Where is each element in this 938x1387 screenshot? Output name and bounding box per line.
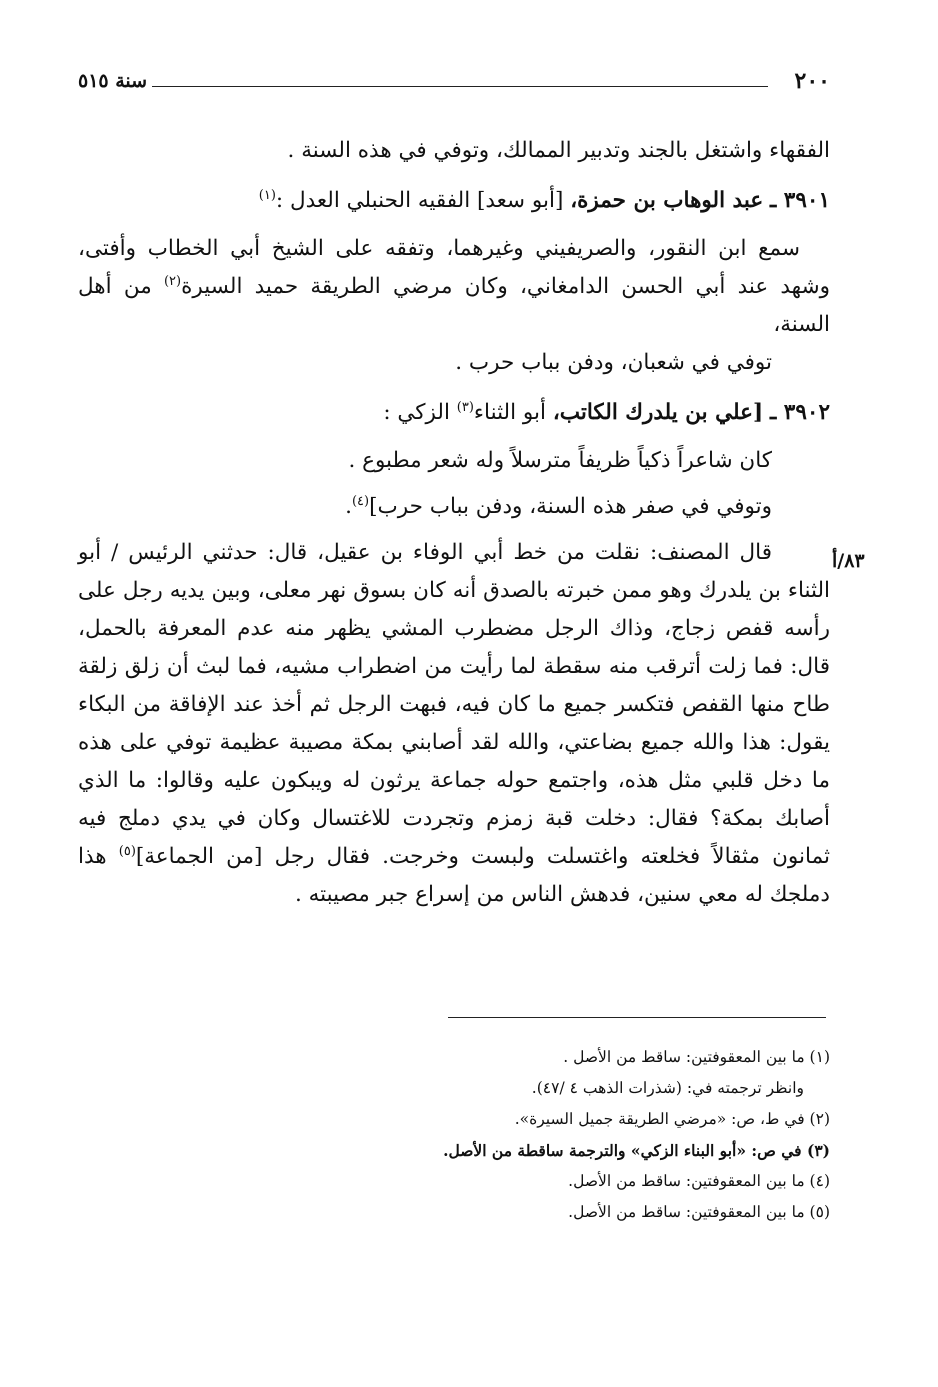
page-number: ٢٠٠: [794, 68, 830, 94]
entry-3902-description: كان شاعراً ذكياً ظريفاً مترسلاً وله شعر مطبوع .: [348, 448, 772, 473]
manuscript-folio-note: ٨٣/أ: [832, 550, 865, 572]
main-text: [78, 132, 830, 914]
entry-3901-number: ٣٩٠١ ـ: [770, 188, 830, 213]
entry-3902-name: [علي بن يلدرك الكاتب،: [552, 400, 764, 425]
story-text-end: هذا دملجك له معي سنين، فدهش الناس من إسراع جبر مصيبته .: [78, 844, 830, 907]
footnote-ref-2: (٢): [163, 273, 182, 289]
header-rule: [152, 86, 768, 87]
footnote-1: (١) ما بين المعقوفتين: ساقط من الأصل .: [563, 1048, 830, 1066]
entry-3901-text: سمع ابن النقور، والصريفيني وغيرهما، وتفقه على الشيخ أبي الخطاب وأفتى، وشهد عند أبي الحسن الدامغاني، وكان مرضي الطريقة حميد السيرة: [78, 236, 830, 299]
footnote-rule: [448, 1017, 826, 1018]
footnote-5: (٥) ما بين المعقوفتين: ساقط من الأصل.: [568, 1203, 830, 1221]
footnote-ref-5: (٥): [118, 843, 136, 859]
footnote-2: (٢) في ط، ص: «مرضي الطريقة جميل السيرة».: [514, 1110, 830, 1128]
entry-3902-death-end: .: [345, 494, 352, 519]
entry-3902-heading: [78, 394, 830, 432]
entry-3901-name: عبد الوهاب بن حمزة،: [570, 188, 764, 213]
entry-3902-death: [78, 488, 830, 526]
entry-3901-death: توفي في شعبان، ودفن بباب حرب .: [455, 350, 772, 375]
entry-3902-laqab: الزكي :: [383, 400, 450, 425]
entry-3901-text-cont: من أهل السنة،: [78, 274, 830, 337]
entry-3902-number: ٣٩٠٢ ـ: [770, 400, 830, 425]
entry-3901-paragraph: [78, 230, 830, 344]
footnotes: [78, 1042, 830, 1228]
year-label: سنة ٥١٥: [78, 70, 148, 92]
entry-3902-kunya: أبو الثناء: [473, 400, 546, 425]
footnote-ref-1: (١): [258, 187, 276, 203]
footnote-3: (٣) في ص: «أبو البناء الزكي» والترجمة ساقطة من الأصل.: [443, 1141, 830, 1160]
footnote-1-reference: وانظر ترجمته في: (شذرات الذهب ٤ /٤٧).: [531, 1079, 804, 1097]
intro-paragraph: الفقهاء واشتغل بالجند وتدبير الممالك، وتوفي في هذه السنة .: [287, 138, 830, 163]
footnote-ref-4: (٤): [351, 493, 370, 509]
story-text: قال المصنف: نقلت من خط أبي الوفاء بن عقيل، قال: حدثني الرئيس / أبو الثناء بن يلدرك وهو ممن خبرته بالصدق أنه كان بسوق نهر معلى، وبين يديه رجل على رأسه قفص زجاج، وذاك الرجل مضطرب المشي يظهر منه عدم المعرفة بالحمل، قال: فما زلت أترقب منه سقطة لما رأيت من اضطراب مشيه، فما لبث أن زلق زلقة طاح منها القفص فتكسر جميع ما كان فيه، فبهت الرجل ثم أخذ عند الإفاقة من البكاء يقول: هذا والله جميع بضاعتي، والله لقد أصابني بمكة مصيبة عظيمة توفي على هذه ما دخل قلبي مثل هذه، واجتمع حوله جماعة يرثون له ويبكون عليه وقالوا: ما الذي أصابك بمكة؟ فقال: دخلت قبة زمزم وتجردت للاغتسال وكان في يدي دملج فيه ثمانون مثقالاً فخلعته واغتسلت ولبست وخرجت. فقال رجل [من الجماعة]: [78, 540, 830, 869]
footnote-4: (٤) ما بين المعقوفتين: ساقط من الأصل.: [568, 1172, 830, 1190]
story-paragraph: [78, 534, 830, 914]
page-header: [78, 68, 830, 98]
entry-3901-heading: [78, 182, 830, 220]
footnote-ref-3: (٣): [456, 399, 474, 415]
entry-3902-death-text: وتوفي في صفر هذه السنة، ودفن بباب حرب]: [369, 494, 772, 519]
entry-3901-title: [أبو سعد] الفقيه الحنبلي العدل :: [275, 188, 564, 213]
